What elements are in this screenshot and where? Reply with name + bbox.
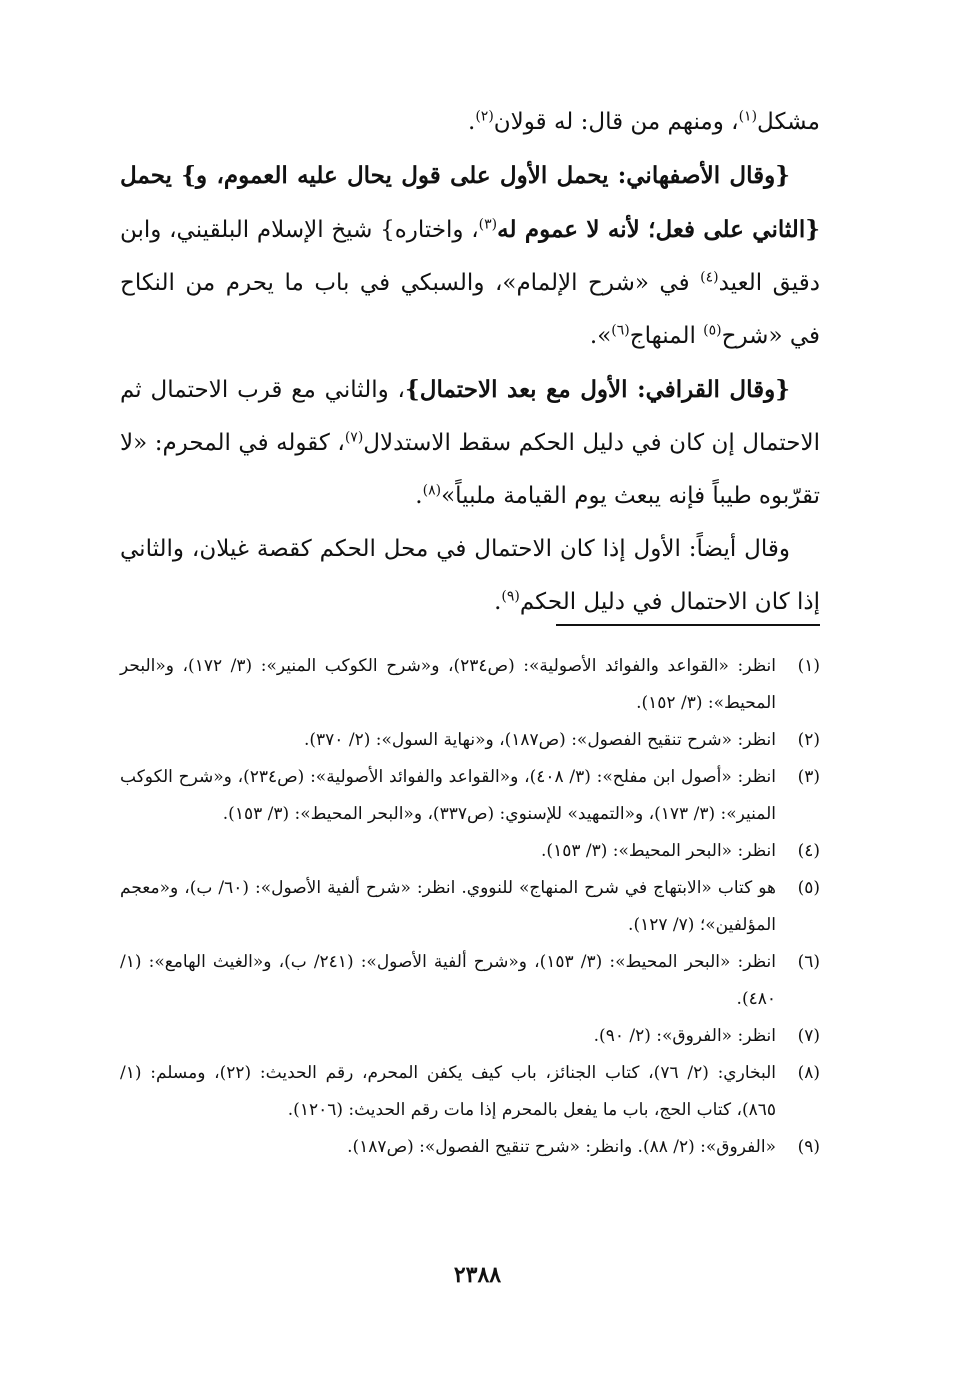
footnote-text: انظر: «القواعد والفوائد الأصولية»: (ص٢٣٤)، و«شرح الكوكب المنير»: (٣/ ١٧٢)، و«البحر المحيط»: (٣/ ١٥٢). (120, 656, 776, 713)
footnote-text: انظر: «البحر المحيط»: (٣/ ١٥٣). (541, 841, 776, 861)
bold-run: {وقال القرافي: الأول مع بعد الاحتمال} (404, 376, 791, 403)
footnote-item (120, 722, 820, 759)
footnote-item (120, 870, 820, 944)
footnote-ref-5[interactable]: (٥) (703, 322, 722, 339)
footnotes-list (120, 648, 820, 1166)
text-run: في «شرح الإلمام»، والسبكي في باب ما يحرم من النكاح في «شرح (120, 270, 820, 349)
footnote-text: هو كتاب «الابتهاج في شرح المنهاج» للنووي. انظر: «شرح ألفية الأصول»: (٦٠/ ب)، و«معجم المؤلفين»؛ (٧/ ١٢٧). (120, 878, 776, 935)
text-run: مشكل (757, 109, 820, 135)
paragraph-3 (120, 363, 820, 523)
footnote-number: (٦) (797, 952, 820, 972)
footnote-ref-8[interactable]: (٨) (422, 482, 442, 499)
page-number: ٢٣٨٨ (453, 1262, 502, 1288)
text-run: المنهاج (629, 323, 704, 349)
footnote-item (120, 759, 820, 833)
text-run: . (415, 483, 423, 509)
text-run: ، ومنهم من قال: له قولان (493, 109, 739, 135)
footnote-text: «الفروق»: (٢/ ٨٨). وانظر: «شرح تنقيح الفصول»: (ص١٨٧). (347, 1137, 776, 1157)
footnote-ref-2[interactable]: (٢) (475, 108, 494, 125)
footnote-number: (٣) (797, 767, 820, 787)
text-run: . (468, 109, 476, 135)
text-run: ». (589, 323, 612, 349)
footnote-item (120, 944, 820, 1018)
footnote-item (120, 648, 820, 722)
text-run: . (494, 589, 502, 615)
footnote-number: (٩) (797, 1137, 820, 1157)
paragraph-2 (120, 149, 820, 363)
footnote-number: (٤) (797, 841, 820, 861)
footnote-number: (٧) (797, 1026, 820, 1046)
footnote-text: انظر: «الفروق»: (٢/ ٩٠). (593, 1026, 776, 1046)
footnote-ref-7[interactable]: (٧) (344, 429, 364, 446)
text-run: ، والثاني مع قرب الاحتمال ثم الاحتمال إن كان في دليل الحكم سقط الاستدلال (120, 377, 820, 456)
footnote-ref-3[interactable]: (٣) (478, 216, 498, 233)
paragraph-1 (120, 96, 820, 149)
footnote-text: انظر: «شرح تنقيح الفصول»: (ص١٨٧)، و«نهاية السول»: (٢/ ٣٧٠). (303, 730, 776, 750)
footnote-ref-1[interactable]: (١) (738, 108, 758, 125)
text-run: ، واختاره} شيخ الإسلام البلقيني، وابن دقيق العيد (120, 217, 820, 296)
bold-run: {وقال الأصفهاني: يحمل الأول على قول يحال عليه العموم، و} يحمل {الثاني على فعل؛ لأنه لا عموم له (120, 162, 820, 243)
footnote-number: (٨) (797, 1063, 820, 1083)
footnote-item (120, 1018, 820, 1055)
paragraph-4 (120, 523, 820, 629)
footnote-text: انظر: «البحر المحيط»: (٣/ ١٥٣)، و«شرح ألفية الأصول»: (٢٤١/ ب)، و«الغيث الهامع»: (١/ ٤٨٠). (120, 952, 776, 1009)
footnote-ref-4[interactable]: (٤) (700, 269, 719, 286)
footnote-number: (٥) (797, 878, 820, 898)
footnote-text: انظر: «أصول ابن مفلح»: (٣/ ٤٠٨)، و«القواعد والفوائد الأصولية»: (ص٢٣٤)، و«شرح الكوكب المنير»: (٣/ ١٧٣)، و«التمهيد» للإسنوي: (ص٣٣٧)، و«البحر المحيط»: (٣/ ١٥٣). (120, 767, 776, 824)
text-run: وقال أيضاً: الأول إذا كان الاحتمال في محل الحكم كقصة غيلان، والثاني إذا كان الاحتمال في دليل الحكم (120, 536, 820, 615)
footnote-item (120, 1129, 820, 1166)
text-run: ، كقوله في المحرم: «لا تقرّبوه طيباً فإنه يبعث يوم القيامة ملبياً» (120, 430, 820, 509)
footnote-number: (٢) (797, 730, 820, 750)
footnote-item (120, 1055, 820, 1129)
footnote-divider (556, 624, 820, 626)
footnote-ref-6[interactable]: (٦) (611, 322, 630, 339)
footnote-ref-9[interactable]: (٩) (501, 588, 520, 605)
footnote-number: (١) (797, 656, 820, 676)
main-text (120, 96, 820, 629)
footnote-text: البخاري: (٢/ ٧٦)، كتاب الجنائز، باب كيف يكفن المحرم، رقم الحديث: (٢٢)، ومسلم: (١/ ٨٦٥)، كتاب الحج، باب ما يفعل بالمحرم إذا مات رقم الحديث: (١٢٠٦). (120, 1063, 777, 1120)
footnote-item (120, 833, 820, 870)
